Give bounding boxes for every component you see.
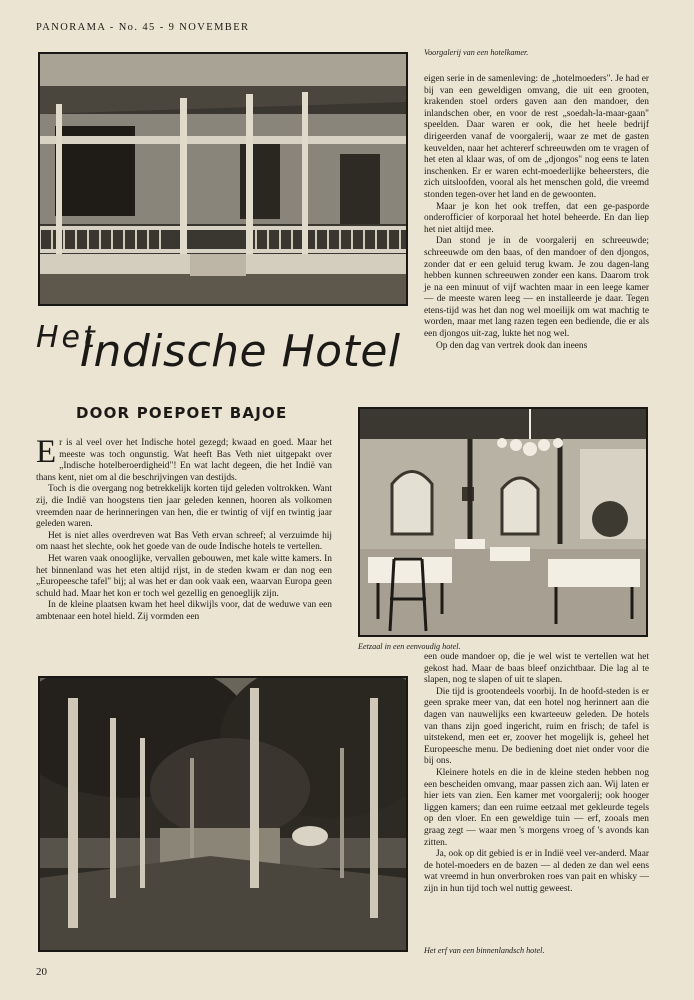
paragraph: Die tijd is grootendeels voorbij. In de hoofd-steden is er geen sprake meer van, dat een hotel nog herinnert aan die dagen van nauwelijks een kwarteeuw geleden. De hotels van thans zijn goed ingericht, ruim en frisch; de tafel is uitstekend, men eet er, zoover het mogelijk is, geheel het Europeesche menu. De bediening doet niet onder voor die bij ons. [424,686,649,767]
paragraph: Toch is die overgang nog betrekkelijk korten tijd geleden voltrokken. Want zij, die Indië van hoogstens tien jaar geleden kennen, hooren als volkomen vreemden naar de herinneringen van hen, die er twintig of vijf en twintig jaar geleden waren. [36,484,332,530]
caption-top: Voorgalerij van een hotelkamer. [424,48,529,57]
photo-verandah [38,52,408,306]
paragraph: Dan stond je in de voorgalerij en schreeuwde; schreeuwde om den baas, of den mandoer of den djongos, zonder dat er een geluid terug kwam. Je zou dagen-lang hebben kunnen schreeuwen zonder een kans. Daarom trok je na een minuut of vijf wachten maar in een leege kamer — de meeste waren leeg — en installeerde je daar. Tegen etens-tijd was het dan nog wel moeilijk om wat machtig te worden, maar met lang razen tegen een bediende, die er als een djongos uit-zag, lukte het nog wel. [424,236,649,340]
paragraph: Kleinere hotels en die in de kleine steden hebben nog een bescheiden omvang, maar passen zich aan. Wij laten er hier iets van zien. Een kamer met voorgalerij; ook hooger liggen kamers; dan een ruime eetzaal met gekleurde tegels op den vloer. En een geweldige tuin — erf, zooals men graag zegt — waar men 's morgens vroeg of 's avonds kan zitten. [424,767,649,848]
article-column-right-bottom [424,652,649,940]
article-title: Indische Hotel [80,326,401,377]
author-byline: DOOR POEPOET BAJOE [76,404,288,422]
photo-garden [38,676,408,952]
paragraph: een oude mandoer op, die je wel wist te vertellen wat het gekost had. Maar de baas bleef onzichtbaar. Die lag al te slapen, nog te slapen of uit te slapen. [424,652,649,686]
caption-middle: Eetzaal in een eenvoudig hotel. [358,642,461,651]
running-head: PANORAMA - No. 45 - 9 NOVEMBER [36,22,250,33]
photo-dining-room [358,407,648,637]
title-word-het: Het [36,320,98,355]
paragraph: Er is al veel over het Indische hotel gezegd; kwaad en goed. Maar het meeste was toch ongunstig. Wat heeft Bas Veth niet uitgepakt over „Indische hotelberoerdigheid"! En wat lacht degeen, die het Indië van thans kent, niet om al die beschrijvingen van destijds. [36,434,332,483]
paragraph: In de kleine plaatsen kwam het heel dikwijls voor, dat de weduwe van een ambtenaar een hotel hield. Zij vormden een [36,600,332,622]
paragraph: Ja, ook op dit gebied is er in Indië veel ver-anderd. Maar de hotel-moeders en de bazen — al deden ze dan wel eens wat vreemd in hun onverbroken roes van pait en whisky — zijn in hun tijd toch wel nuttig geweest. [424,849,649,894]
page-number: 20 [36,966,47,978]
paragraph: eigen serie in de samenleving: de „hotelmoeders". Je had er bij van een geweldigen omvang, die uit een grooten, krakenden stoel orders gaven aan den mandoer, den inlandschen ober, en voor de rest „soedah-la-maar-gaan" speelden. Daar waren er ook, die het heele bedrijf dirigeerden vanaf de voorgalerij, waar ze met de gasten keuvelden, naar het achtererf schreeuwden om te vragen of het eten al klaar was, of om de „djongos" nog eens te laten inschenken. Er er waren echt-moederlijke beheersters, die zich uitsloofden, vooral als het menschen gold, die vreemd stonden tegen-over het land en de gewoonten. [424,74,649,200]
paragraph: Maar je kon het ook treffen, dat een ge-pasporde onderofficier of korporaal het hotel beheerde. En dan liep het niet altijd mee. [424,201,649,235]
article-column-right-top [424,74,649,396]
article-column-left [36,434,332,658]
paragraph: Het is niet alles overdreven wat Bas Veth ervan schreef; al verzuimde hij om naast het slechte, ook het goede van de oude Indische hotels te vertellen. [36,530,332,553]
paragraph: Het waren vaak onooglijke, vervallen gebouwen, met kale witte kamers. In het binnenland was het eten altijd rijst, in de steden kwam er dan nog een „Europeesche tafel" bij; al was het er dan ook vaak een, waarvan Europa geen schuld had. Maar het kon er toch wel gezellig en genoeglijk zijn. [36,553,332,599]
paragraph: Op den dag van vertrek dook dan ineens [436,340,588,351]
caption-bottom: Het erf van een binnenlandsch hotel. [424,946,545,955]
drop-cap: E [36,434,57,470]
